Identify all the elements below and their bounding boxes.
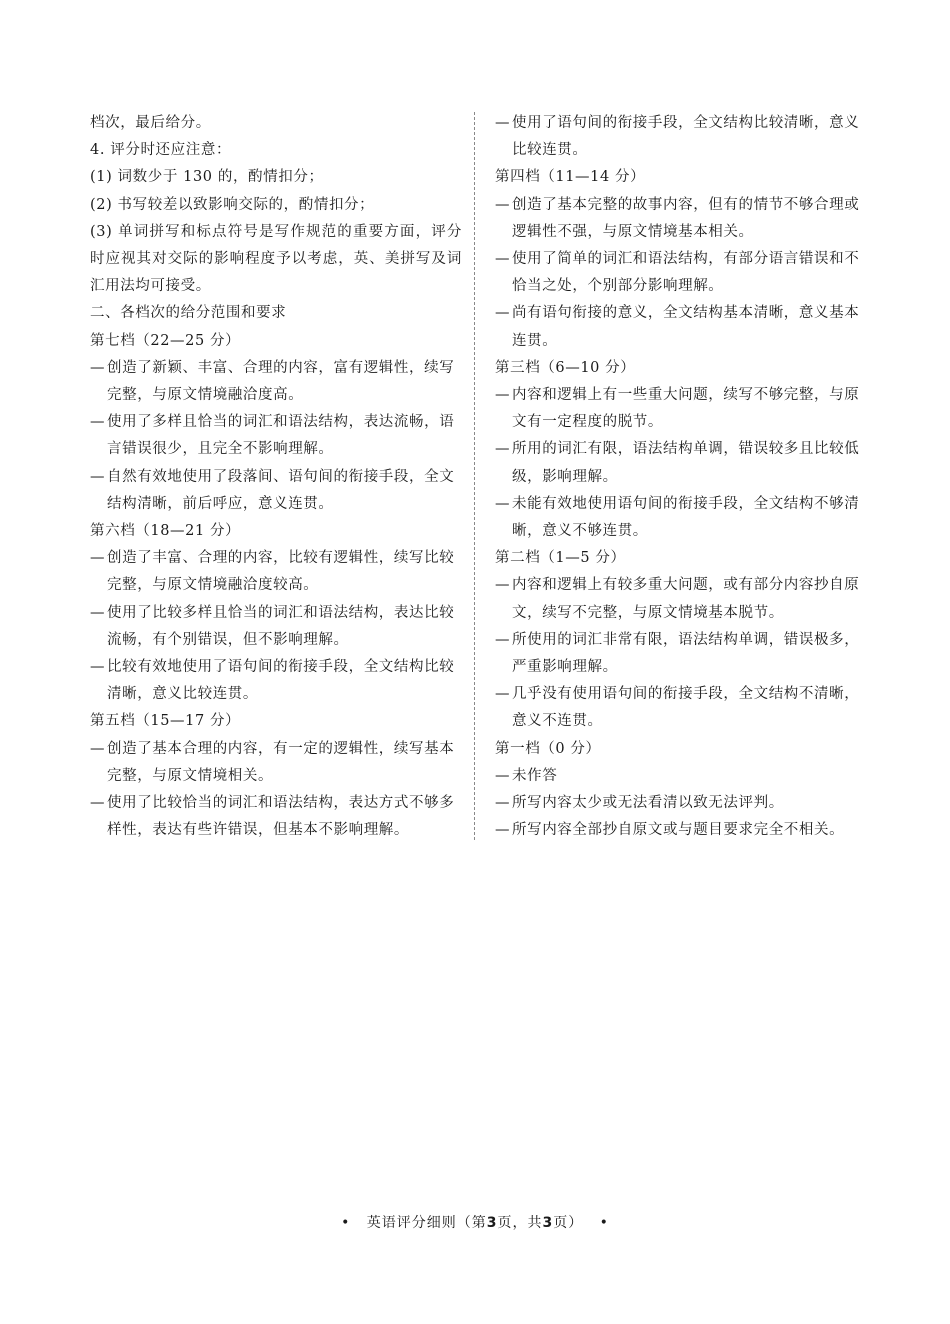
footer-suffix: 页） <box>553 1215 584 1231</box>
tier-title: 第二档（1—5 分） <box>495 550 626 567</box>
tier-title: 第四档（11—14 分） <box>495 169 646 186</box>
page-total: 3 <box>542 1215 554 1231</box>
bullet-icon: • <box>599 1215 609 1231</box>
tier-item: — 使用了多样且恰当的词汇和语法结构，表达流畅，语言错误很少，且完全不影响理解。 <box>90 414 455 458</box>
tier-block <box>90 518 462 708</box>
intro-text: 档次，最后给分。 <box>90 115 211 131</box>
note-heading: 4. 评分时还应注意： <box>90 142 232 159</box>
tier-title: 第一档（0 分） <box>495 740 601 757</box>
tier-block <box>495 355 867 545</box>
left-column <box>90 110 462 844</box>
tier-item: — 未能有效地使用语句间的衔接手段，全文结构不够清晰，意义不够连贯。 <box>495 495 860 540</box>
tier-item: — 使用了比较多样且恰当的词汇和语法结构，表达比较流畅，有个别错误，但不影响理解。 <box>90 604 455 648</box>
tier-item: — 内容和逻辑上有一些重大问题，续写不够完整，与原文有一定程度的脱节。 <box>495 387 860 431</box>
footer-middle: 页，共 <box>497 1215 543 1231</box>
tier-block <box>495 164 867 354</box>
tier-item: — 创造了基本合理的内容，有一定的逻辑性，续写基本完整，与原文情境相关。 <box>90 740 455 784</box>
tier-block <box>495 736 867 845</box>
tier-item: — 未作答 <box>495 767 558 784</box>
tier-item: — 使用了简单的词汇和语法结构，有部分语言错误和不恰当之处，个别部分影响理解。 <box>495 251 860 295</box>
note-item: (2) 书写较差以致影响交际的，酌情扣分； <box>90 196 375 213</box>
tier-item: — 尚有语句衔接的意义，全文结构基本清晰，意义基本连贯。 <box>495 305 860 349</box>
tier-title: 第五档（15—17 分） <box>90 713 241 730</box>
tier-item: — 所写内容太少或无法看清以致无法评判。 <box>495 795 784 812</box>
tier-item: — 所使用的词汇非常有限，语法结构单调，错误极多，严重影响理解。 <box>495 631 860 676</box>
tier-item: — 所写内容全部抄自原文或与题目要求完全不相关。 <box>495 822 845 839</box>
right-column <box>495 110 867 844</box>
tier-item: — 内容和逻辑上有较多重大问题，或有部分内容抄自原文，续写不完整，与原文情境基本脱节。 <box>495 577 860 621</box>
tier-title: 第六档（18—21 分） <box>90 523 241 540</box>
section-title: 二、各档次的给分范围和要求 <box>90 305 287 322</box>
page-number: 3 <box>486 1215 498 1231</box>
footer-prefix: 英语评分细则（第 <box>366 1215 487 1231</box>
note-item: (3) 单词拼写和标点符号是写作规范的重要方面，评分时应视其对交际的影响程度予以考虑，英、美拼写及词汇用法均可接受。 <box>90 223 462 295</box>
tier-block <box>90 708 462 844</box>
tier-item: — 几乎没有使用语句间的衔接手段，全文结构不清晰，意义不连贯。 <box>495 686 860 730</box>
tier-block <box>495 545 867 735</box>
tier-item: — 自然有效地使用了段落间、语句间的衔接手段，全文结构清晰，前后呼应，意义连贯。 <box>90 468 455 512</box>
tier-item: — 创造了基本完整的故事内容，但有的情节不够合理或逻辑性不强，与原文情境基本相关。 <box>495 196 860 240</box>
bullet-icon: • <box>341 1215 351 1231</box>
tier-title: 第七档（22—25 分） <box>90 332 241 349</box>
tier-item: — 创造了丰富、合理的内容，比较有逻辑性，续写比较完整，与原文情境融洽度较高。 <box>90 550 455 594</box>
tier-item: — 使用了语句间的衔接手段，全文结构比较清晰，意义比较连贯。 <box>495 115 860 159</box>
tier-title: 第三档（6—10 分） <box>495 359 636 376</box>
tier-item: — 所用的词汇有限，语法结构单调，错误较多且比较低级，影响理解。 <box>495 441 860 485</box>
column-divider <box>474 112 475 840</box>
note-item: (1) 词数少于 130 的，酌情扣分； <box>90 169 324 186</box>
page-footer <box>0 1212 950 1232</box>
tier-item: — 比较有效地使用了语句间的衔接手段，全文结构比较清晰，意义比较连贯。 <box>90 659 455 703</box>
tier-block <box>90 328 462 518</box>
tier-item: — 使用了比较恰当的词汇和语法结构，表达方式不够多样性，表达有些许错误，但基本不影响理解。 <box>90 795 455 839</box>
tier-item: — 创造了新颖、丰富、合理的内容，富有逻辑性，续写完整，与原文情境融洽度高。 <box>90 359 455 404</box>
